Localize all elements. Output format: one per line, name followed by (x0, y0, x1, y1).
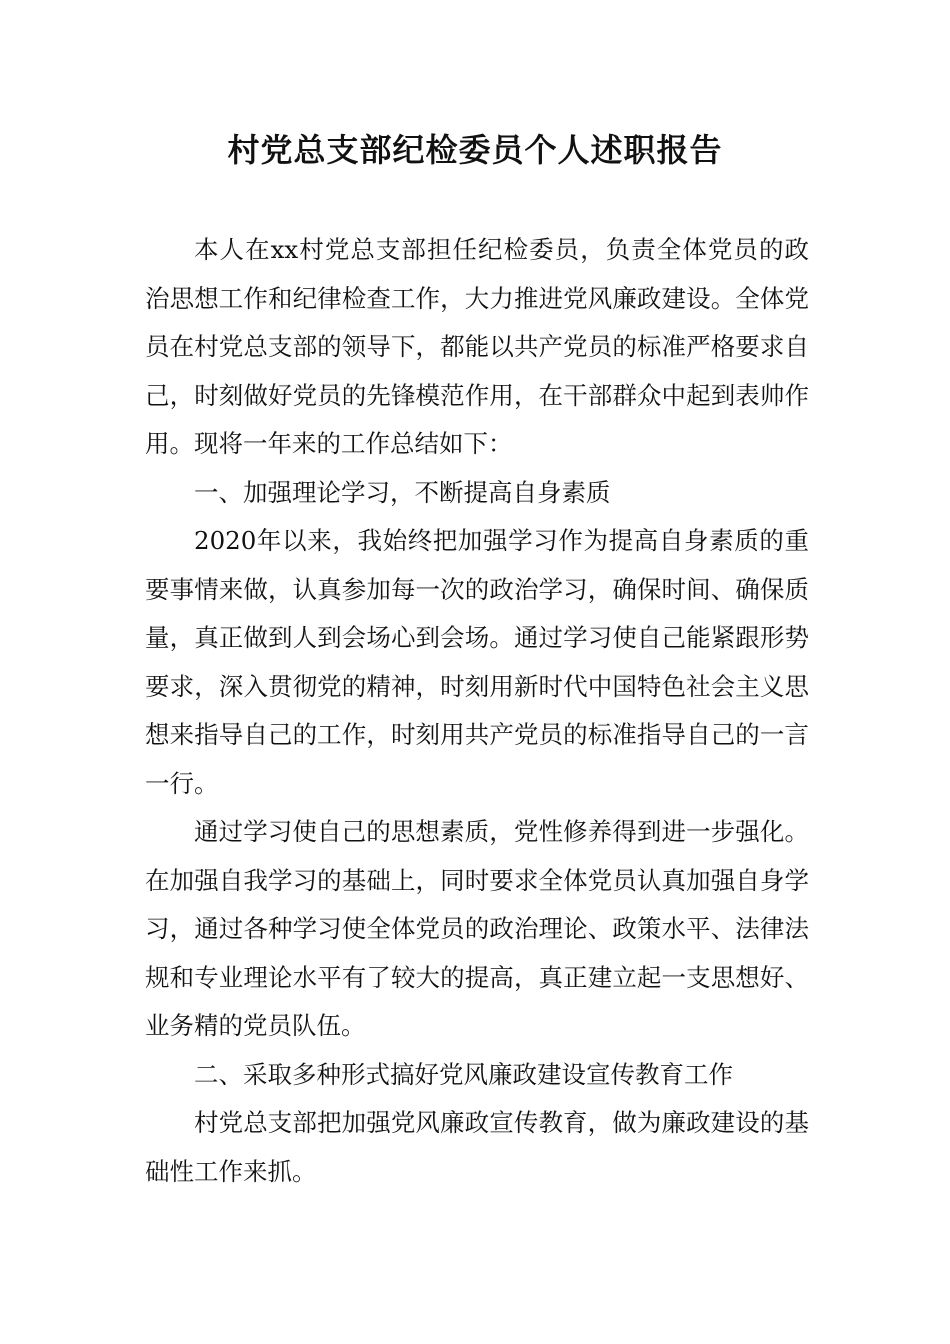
intro-paragraph: 本人在xx村党总支部担任纪检委员，负责全体党员的政治思想工作和纪律检查工作，大力推进党风廉政建设。全体党员在村党总支部的领导下，都能以共产党员的标准严格要求自己，时刻做好党员的先锋模范作用，在干部群众中起到表帅作用。现将一年来的工作总结如下： (145, 235, 809, 458)
section-heading-2: 二、采取多种形式搞好党风廉政建设宣传教育工作 (194, 1059, 733, 1089)
section-heading-1: 一、加强理论学习，不断提高自身素质 (194, 477, 611, 507)
document-body (145, 226, 809, 1196)
document-title: 村党总支部纪检委员个人述职报告 (227, 131, 723, 169)
body-paragraph: 村党总支部把加强党风廉政宣传教育，做为廉政建设的基础性工作来抓。 (145, 1108, 809, 1186)
body-paragraph: 2020年以来，我始终把加强学习作为提高自身素质的重要事情来做，认真参加每一次的政治学习，确保时间、确保质量，真正做到人到会场心到会场。通过学习使自己能紧跟形势要求，深入贯彻党的精神，时刻用新时代中国特色社会主义思想来指导自己的工作，时刻用共产党员的标准指导自己的一言一行。 (145, 526, 809, 798)
body-paragraph: 通过学习使自己的思想素质，党性修养得到进一步强化。在加强自我学习的基础上，同时要求全体党员认真加强自身学习，通过各种学习使全体党员的政治理论、政策水平、法律法规和专业理论水平有了较大的提高，真正建立起一支思想好、业务精的党员队伍。 (145, 817, 809, 1040)
